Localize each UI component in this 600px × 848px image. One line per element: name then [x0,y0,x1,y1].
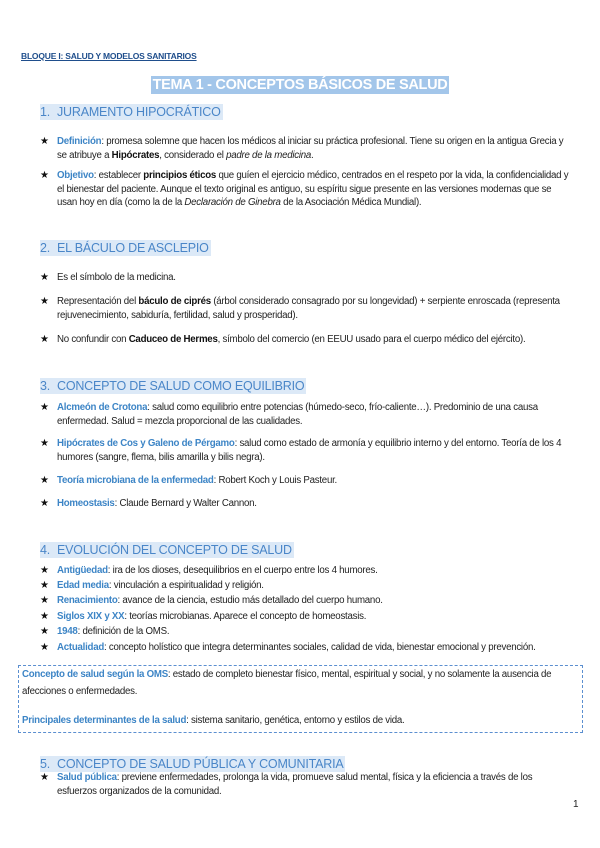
section-heading [40,240,211,256]
term-label: Salud pública [57,772,117,783]
star-bullet-icon: ★ [40,136,49,147]
section-number: 1. [40,105,51,119]
list-item [40,497,570,511]
section-heading [40,542,294,558]
list-item [40,135,570,162]
text: : estado de completo bienestar físico, mental, espiritual y social, y no solamente la ausencia de afecciones o enfermedades. [22,669,552,697]
section-title: CONCEPTO DE SALUD COMO EQUILIBRIO [57,379,305,393]
term-label: Alcmeón de Crotona [57,402,148,413]
list-item [40,271,570,285]
text: : teorías microbianas. Aparece el concepto de homeostasis. [124,611,367,622]
section-number: 4. [40,543,51,557]
text: . [311,149,314,161]
star-bullet-icon: ★ [40,438,49,449]
list-item [40,610,570,624]
list-item-text [57,401,570,428]
term-label: 1948 [57,626,78,637]
star-bullet-icon: ★ [40,642,49,653]
list-item [40,579,570,593]
section-title: CONCEPTO DE SALUD PÚBLICA Y COMUNITARIA [57,757,344,771]
list-item [40,333,570,347]
bold-text: Hipócrates [111,149,160,161]
text: : previene enfermedades, prolonga la vida, promueve salud mental, física y la eficiencia a través de los esfuerzos organizados de la comunidad. [57,772,533,797]
text: : Claude Bernard y Walter Cannon. [114,498,257,509]
list-item-text [57,625,570,639]
term-label: Siglos XIX y XX [57,611,125,622]
text: : vinculación a espiritualidad y religión. [108,580,264,591]
italic-text: padre de la medicina [226,149,312,161]
text: : sistema sanitario, genética, entorno y estilos de vida. [186,715,405,726]
text: Es el símbolo de la medicina. [57,272,176,283]
list-item-text [57,564,570,578]
section-heading [40,378,306,394]
list-item-text [57,497,570,511]
term-label: Renacimiento [57,595,118,606]
text: : Robert Koch y Louis Pasteur. [213,475,337,486]
star-bullet-icon: ★ [40,595,49,606]
star-bullet-icon: ★ [40,498,49,509]
text: : concepto holístico que integra determinantes sociales, calidad de vida, bienestar emocional y prevención. [104,642,536,653]
page-number: 1 [573,799,579,810]
star-bullet-icon: ★ [40,580,49,591]
star-bullet-icon: ★ [40,772,49,783]
star-bullet-icon: ★ [40,170,49,181]
star-bullet-icon: ★ [40,296,49,307]
term-label: Principales determinantes de la salud [22,715,187,726]
list-item-text [57,333,570,347]
text: : salud como equilibrio entre potencias (húmedo-seco, frío-caliente…). Predominio de una causa enfermedad. Salud = mezcla proporcional de las cualidades. [57,402,538,427]
text: Representación del [57,296,139,307]
list-item [40,771,570,798]
list-item [40,295,570,322]
text: , símbolo del comercio (en EEUU usado para el cuerpo médico del ejército). [217,334,526,345]
section-title: JURAMENTO HIPOCRÁTICO [57,105,221,119]
text: (árbol considerado consagrado por su longevidad) + serpiente enroscada (representa rejuvenecimiento, sabiduría, fertilidad, salud y prosperidad). [57,296,560,321]
bold-text: báculo de ciprés [138,296,211,307]
term-label: Definición [57,136,102,147]
block-heading: BLOQUE I: SALUD Y MODELOS SANITARIOS [21,51,197,61]
section-number: 2. [40,241,51,255]
star-bullet-icon: ★ [40,475,49,486]
text: No confundir con [57,334,129,345]
health-determinants [19,712,582,729]
star-bullet-icon: ★ [40,626,49,637]
list-item [40,474,570,488]
star-bullet-icon: ★ [40,611,49,622]
list-item-text [57,271,570,285]
list-item-text [57,295,570,322]
term-label: Teoría microbiana de la enfermedad [57,475,214,486]
bold-text: Caduceo de Hermes [128,334,218,345]
list-item [40,169,570,210]
list-item [40,437,570,464]
text: : ira de los dioses, desequilibrios en el cuerpo entre los 4 humores. [107,565,378,576]
term-label: Actualidad [57,642,105,653]
oms-definition-box [18,665,583,733]
list-item [40,401,570,428]
term-label: Objetivo [57,170,94,181]
list-item-text [57,610,570,624]
star-bullet-icon: ★ [40,565,49,576]
section-number: 3. [40,379,51,393]
oms-definition [19,666,582,700]
text: : promesa solemne que hacen los médicos al iniciar su práctica profesional. Tiene su origen en la antigua Grecia y se atribuye a [57,136,564,161]
term-label: Edad media [57,580,109,591]
text: : salud como estado de armonía y equilibrio interno y del entorno. Teoría de los 4 humores (sangre, flema, bilis amarilla y bilis negra). [57,438,562,463]
text: que guíen el ejercicio médico, centrados en el respeto por la vida, la confidencialidad y el bienestar del paciente. Aunque el texto original es antiguo, su espíritu sigue presente en las versiones modernas que se usan hoy en día (como la de la [57,170,569,208]
list-item-text [57,579,570,593]
list-item-text [57,437,570,464]
list-item [40,594,570,608]
page-title-text: TEMA 1 - CONCEPTOS BÁSICOS DE SALUD [152,77,448,93]
section-title: EL BÁCULO DE ASCLEPIO [57,241,209,255]
term-label: Hipócrates de Cos y Galeno de Pérgamo [57,438,235,449]
page-title [0,76,600,94]
list-item [40,641,570,655]
list-item-text [57,771,570,798]
term-label: Antigüedad [57,565,108,576]
text: : establecer [93,170,144,181]
text: : avance de la ciencia, estudio más detallado del cuerpo humano. [117,595,383,606]
term-label: Homeostasis [57,498,115,509]
star-bullet-icon: ★ [40,272,49,283]
section-title: EVOLUCIÓN DEL CONCEPTO DE SALUD [57,543,292,557]
section-heading [40,104,223,120]
list-item-text [57,641,570,655]
list-item [40,625,570,639]
list-item-text [57,169,570,210]
list-item-text [57,135,570,162]
section-number: 5. [40,757,51,771]
bold-text: principios éticos [143,170,217,181]
list-item [40,564,570,578]
text: de la Asociación Médica Mundial). [280,197,422,208]
text: , considerado el [159,149,227,161]
list-item-text [57,594,570,608]
list-item-text [57,474,570,488]
italic-text: Declaración de Ginebra [184,197,281,208]
text: : definición de la OMS. [77,626,170,637]
term-label: Concepto de salud según la OMS [22,669,168,680]
star-bullet-icon: ★ [40,402,49,413]
section-heading [40,756,345,772]
star-bullet-icon: ★ [40,334,49,345]
